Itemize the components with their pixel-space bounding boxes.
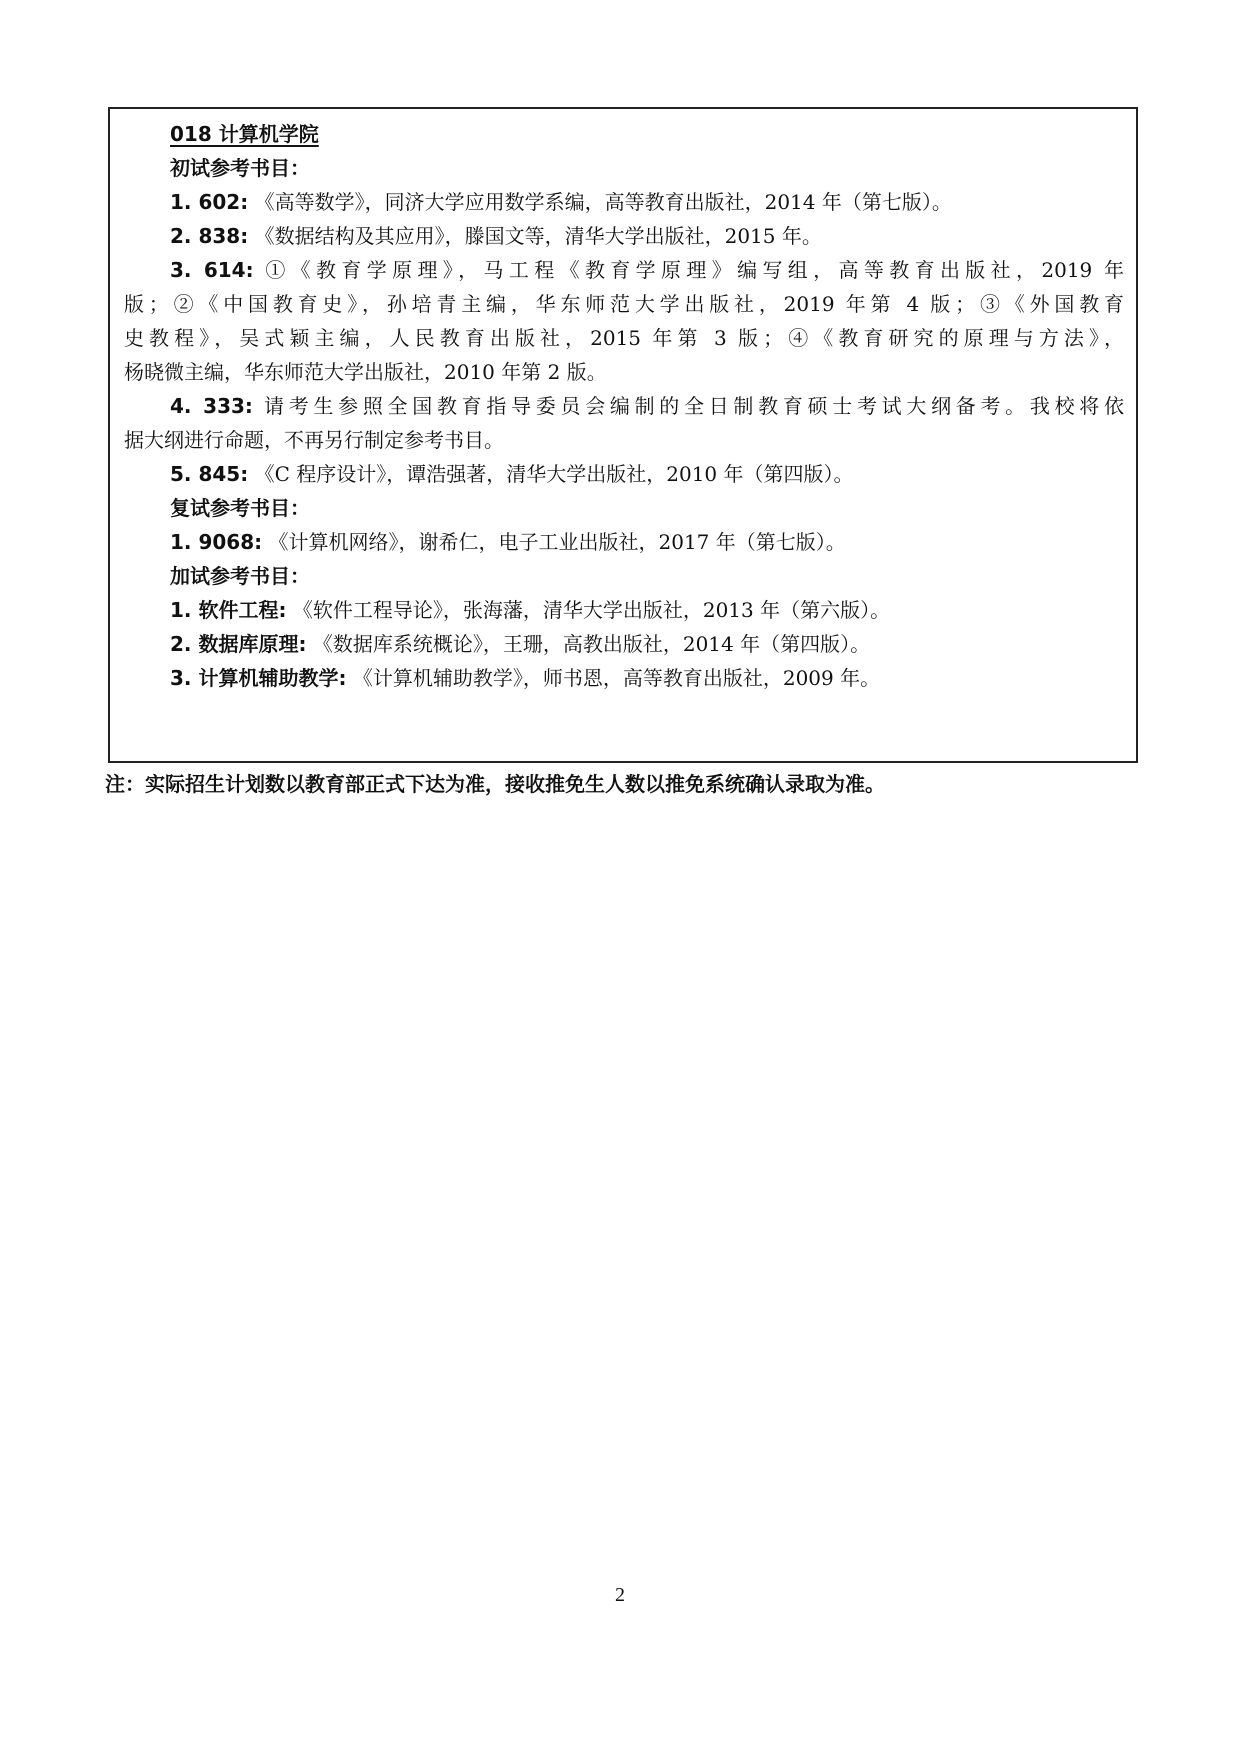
item-label: 1. 9068: (170, 530, 263, 554)
initial-item-2 (170, 221, 822, 251)
item-label: 3. 614: (170, 258, 254, 282)
item-text: 《计算机网络》，谢希仁，电子工业出版社，2017 年（第七版）。 (268, 530, 846, 554)
item-label: 1. 软件工程: (170, 598, 287, 622)
initial-item-1 (170, 187, 952, 217)
item-text: 《数据结构及其应用》，滕国文等，清华大学出版社，2015 年。 (254, 224, 822, 248)
item-text: 《高等数学》，同济大学应用数学系编，高等教育出版社，2014 年（第七版）。 (254, 190, 952, 214)
retest-item-1 (170, 527, 846, 557)
item-label: 3. 计算机辅助教学: (170, 666, 347, 690)
item-text: ①《教育学原理》，马工程《教育学原理》编写组，高等教育出版社，2019 年 (265, 258, 1124, 282)
item-text: 《计算机辅助教学》，师书恩，高等教育出版社，2009 年。 (352, 666, 881, 690)
initial-exam-heading: 初试参考书目： (170, 156, 310, 180)
item-text: 《软件工程导论》，张海藩，清华大学出版社，2013 年（第六版）。 (292, 598, 891, 622)
item-text: 《数据库系统概论》，王珊，高教出版社，2014 年（第四版）。 (312, 632, 871, 656)
initial-item-3-line-1 (170, 255, 1124, 285)
item-label: 5. 845: (170, 462, 249, 486)
initial-item-3-line-3: 史教程》，吴式颖主编，人民教育出版社，2015 年第 3 版；④《教育研究的原理与方法》， (124, 326, 1124, 350)
item-label: 4. 333: (170, 394, 253, 418)
extra-item-2 (170, 629, 870, 659)
initial-item-4-line-1 (170, 391, 1124, 421)
initial-item-3-line-2: 版；②《中国教育史》，孙培青主编，华东师范大学出版社，2019 年第 4 版；③《外国教育 (124, 292, 1124, 316)
item-label: 1. 602: (170, 190, 249, 214)
page-number: 2 (615, 1584, 625, 1606)
initial-item-5 (170, 459, 854, 489)
initial-item-4-line-2: 据大纲进行命题，不再另行制定参考书目。 (124, 428, 504, 452)
item-label: 2. 838: (170, 224, 249, 248)
extra-item-1 (170, 595, 890, 625)
initial-item-3-line-4: 杨晓微主编，华东师范大学出版社，2010 年第 2 版。 (124, 360, 607, 384)
item-text: 请考生参照全国教育指导委员会编制的全日制教育硕士考试大纲备考。我校将依 (264, 394, 1125, 418)
footnote: 注：实际招生计划数以教育部正式下达为准，接收推免生人数以推免系统确认录取为准。 (105, 772, 885, 796)
retest-heading: 复试参考书目： (170, 496, 310, 520)
item-text: 《C 程序设计》，谭浩强著，清华大学出版社，2010 年（第四版）。 (254, 462, 854, 486)
reference-book-box (108, 107, 1138, 763)
extra-item-3 (170, 663, 880, 693)
college-heading: 018 计算机学院 (170, 122, 319, 146)
item-label: 2. 数据库原理: (170, 632, 307, 656)
extra-exam-heading: 加试参考书目： (170, 564, 310, 588)
